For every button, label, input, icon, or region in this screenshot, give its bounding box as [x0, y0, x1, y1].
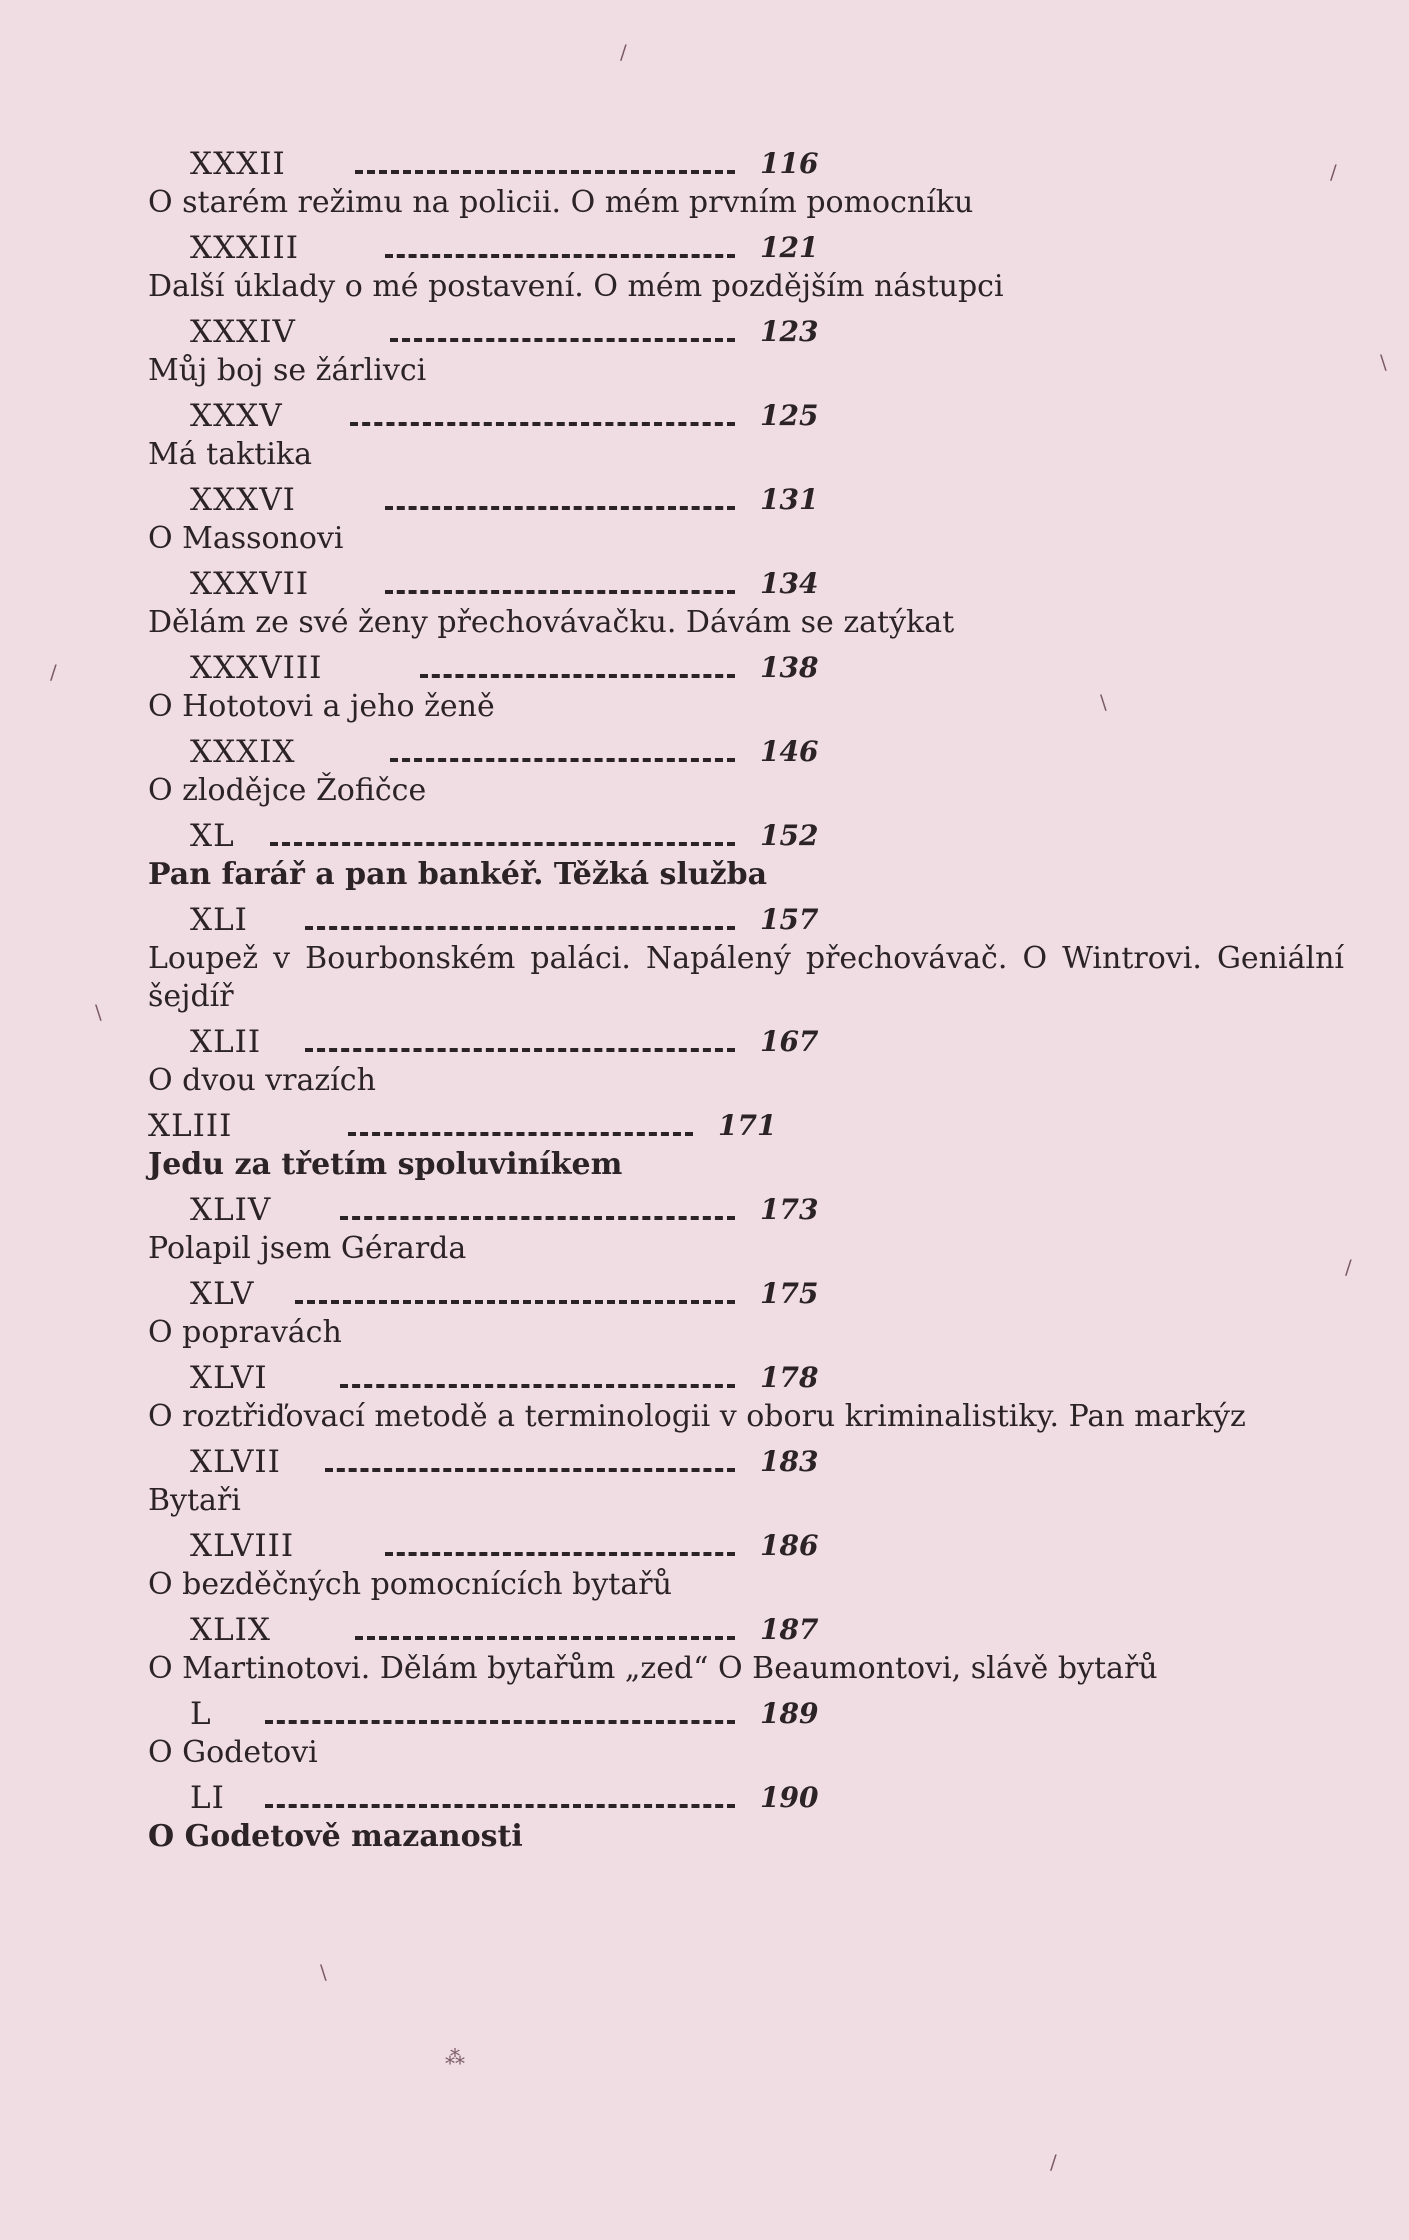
chapter-number: XLVII [190, 1444, 281, 1480]
page-number: 189 [760, 1697, 819, 1730]
toc-entry [148, 648, 1348, 726]
paper-fleck: / [620, 40, 627, 64]
toc-entry [148, 1274, 1348, 1352]
chapter-heading [190, 1526, 1348, 1566]
dash-leader [390, 338, 735, 342]
page-number: 173 [760, 1193, 819, 1226]
page-number: 190 [760, 1781, 819, 1814]
chapter-description: O Massonovi [148, 521, 344, 556]
chapter-description: O Martinotovi. Dělám bytařům „zed“ O Beaumontovi, slávě bytařů [148, 1651, 1158, 1686]
toc-entry [148, 1610, 1348, 1688]
chapter-description: Jedu za třetím spoluviníkem [148, 1147, 623, 1182]
toc-entry [148, 228, 1348, 306]
chapter-heading [190, 396, 1348, 436]
page-number: 187 [760, 1613, 819, 1646]
page-number: 134 [760, 567, 819, 600]
chapter-description: O starém režimu na policii. O mém prvním pomocníku [148, 185, 974, 220]
page-number: 121 [760, 231, 819, 264]
page-number: 175 [760, 1277, 819, 1310]
dash-leader [270, 842, 735, 846]
chapter-heading [190, 144, 1348, 184]
paper-fleck: \ [1380, 350, 1387, 374]
chapter-number: XLIII [148, 1108, 233, 1144]
chapter-number: XL [190, 818, 235, 854]
paper-fleck: \ [320, 1960, 327, 1984]
chapter-number: XLIX [190, 1612, 271, 1648]
toc-entry [148, 732, 1348, 810]
chapter-heading [190, 1022, 1348, 1062]
toc-entry [148, 564, 1348, 642]
chapter-number: XXXVI [190, 482, 296, 518]
chapter-description: O bezděčných pomocnících bytařů [148, 1567, 672, 1602]
chapter-number: XXXV [190, 398, 283, 434]
chapter-description: Můj boj se žárlivci [148, 353, 427, 388]
chapter-heading [190, 312, 1348, 352]
chapter-heading [190, 732, 1348, 772]
dash-leader [390, 758, 735, 762]
chapter-description: Má taktika [148, 437, 312, 472]
chapter-number: LI [190, 1780, 225, 1816]
dash-leader [420, 674, 735, 678]
page-number: 123 [760, 315, 819, 348]
dash-leader [348, 1132, 693, 1136]
chapter-number: XLV [190, 1276, 255, 1312]
page-number: 125 [760, 399, 819, 432]
chapter-description: Další úklady o mé postavení. O mém pozdějším nástupci [148, 269, 1004, 304]
table-of-contents [148, 144, 1348, 1862]
page-number: 157 [760, 903, 819, 936]
dash-leader [340, 1216, 735, 1220]
page-number: 146 [760, 735, 819, 768]
dash-leader [385, 506, 735, 510]
chapter-heading [190, 1778, 1348, 1818]
chapter-description: Pan farář a pan bankéř. Těžká služba [148, 857, 768, 892]
toc-entry [148, 1106, 1348, 1184]
dash-leader [295, 1300, 735, 1304]
chapter-heading [190, 1274, 1348, 1314]
toc-entry [148, 816, 1348, 894]
chapter-number: XXXVII [190, 566, 310, 602]
chapter-description: Loupež v Bourbonském paláci. Napálený přechovávač. O Wintrovi. Geniální šejdíř [148, 941, 1344, 1014]
page-number: 183 [760, 1445, 819, 1478]
paper-fleck: \ [95, 1000, 102, 1024]
toc-entry [148, 480, 1348, 558]
chapter-description: O popravách [148, 1315, 342, 1350]
chapter-heading [190, 1358, 1348, 1398]
dash-leader [325, 1468, 735, 1472]
chapter-number: XLVIII [190, 1528, 295, 1564]
chapter-number: XXXIV [190, 314, 296, 350]
dash-leader [355, 1636, 735, 1640]
toc-entry [148, 312, 1348, 390]
page-number: 116 [760, 147, 819, 180]
chapter-number: XLII [190, 1024, 262, 1060]
dash-leader [350, 422, 735, 426]
dash-leader [305, 1048, 735, 1052]
paper-fleck: / [1330, 160, 1337, 184]
toc-entry [148, 1022, 1348, 1100]
chapter-heading [190, 1190, 1348, 1230]
toc-entry [148, 1358, 1348, 1436]
toc-entry [148, 1778, 1348, 1856]
chapter-number: XLVI [190, 1360, 268, 1396]
toc-entry [148, 396, 1348, 474]
chapter-description: Polapil jsem Gérarda [148, 1231, 467, 1266]
paper-fleck: ⁂ [445, 2045, 465, 2069]
dash-leader [385, 1552, 735, 1556]
toc-entry [148, 1190, 1348, 1268]
page-number: 167 [760, 1025, 819, 1058]
toc-entry [148, 1442, 1348, 1520]
dash-leader [385, 254, 735, 258]
toc-entry [148, 144, 1348, 222]
page-number: 152 [760, 819, 819, 852]
paper-fleck: / [50, 660, 57, 684]
dash-leader [355, 170, 735, 174]
toc-entry [148, 1694, 1348, 1772]
page-number: 186 [760, 1529, 819, 1562]
paper-fleck: \ [1100, 690, 1107, 714]
chapter-heading [190, 816, 1348, 856]
toc-entry [148, 900, 1348, 1016]
toc-entry [148, 1526, 1348, 1604]
page-number: 171 [718, 1109, 777, 1142]
chapter-description: O zlodějce Žofičce [148, 773, 427, 808]
dash-leader [385, 590, 735, 594]
chapter-description: O Godetově mazanosti [148, 1819, 523, 1854]
chapter-description: O dvou vrazích [148, 1063, 376, 1098]
chapter-heading [190, 228, 1348, 268]
chapter-heading [190, 480, 1348, 520]
paper-fleck: / [1050, 2150, 1057, 2174]
chapter-description: O Godetovi [148, 1735, 318, 1770]
chapter-heading [148, 1106, 1348, 1146]
page-number: 131 [760, 483, 819, 516]
chapter-number: XXXIX [190, 734, 296, 770]
chapter-heading [190, 564, 1348, 604]
chapter-number: XLI [190, 902, 248, 938]
chapter-number: L [190, 1696, 212, 1732]
chapter-heading [190, 900, 1348, 940]
page-number: 178 [760, 1361, 819, 1394]
dash-leader [265, 1804, 735, 1808]
chapter-heading [190, 1610, 1348, 1650]
dash-leader [340, 1384, 735, 1388]
chapter-heading [190, 1694, 1348, 1734]
chapter-heading [190, 1442, 1348, 1482]
chapter-heading [190, 648, 1348, 688]
chapter-number: XLIV [190, 1192, 272, 1228]
dash-leader [305, 926, 735, 930]
chapter-description: Dělám ze své ženy přechovávačku. Dávám se zatýkat [148, 605, 955, 640]
chapter-description-text: O roztřiďovací metodě a terminologii v oboru kriminalistiky. Pan markýz [148, 1399, 1246, 1434]
chapter-description: O Hototovi a jeho ženě [148, 689, 495, 724]
dash-leader [265, 1720, 735, 1724]
chapter-number: XXXII [190, 146, 286, 182]
page-number: 138 [760, 651, 819, 684]
chapter-number: XXXVIII [190, 650, 323, 686]
chapter-description [148, 1398, 1344, 1436]
chapter-description: Bytaři [148, 1483, 241, 1518]
chapter-number: XXXIII [190, 230, 299, 266]
paper-fleck: / [1345, 1255, 1352, 1279]
